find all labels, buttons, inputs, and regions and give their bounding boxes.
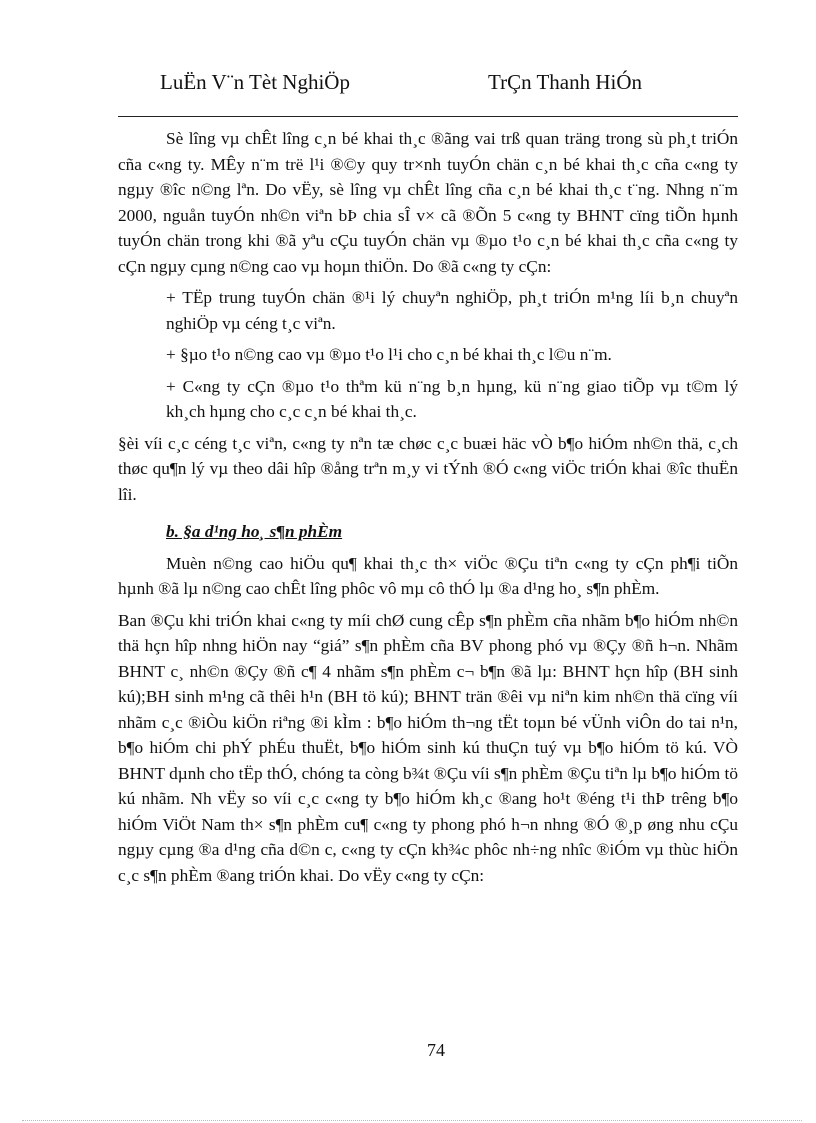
paragraph-product-range: Ban ®Çu khi triÓn khai c«ng ty míi chØ cung cÊp s¶n phÈm cña nhãm b¶o hiÓm nh©n thä hçn hîp nhng hiÖn nay “giá” s¶n phÈm cña BV phong phó vµ ®Çy ®ñ h¬n. Nhãm BHNT c¸ nh©n ®Çy ®ñ c¶ 4 nhãm s¶n phÈm c¬ b¶n ®ã lµ: BHNT hçn hîp (BH sinh kú);BH sinh m¹ng cã thêi h¹n (BH tö kú); BHNT trän ®êi vµ niªn kim nh©n thä cïng víi nhãm c¸c ®iÒu kiÖn riªng ®i kÌm : b¶o hiÓm th¬ng tËt toµn bé vÜnh viÔn do tai n¹n, b¶o hiÓm chi phÝ phÉu thuËt, b¶o hiÓm sinh kú thuÇn tuý vµ b¶o hiÓm tö kú. VÒ BHNT dµnh cho tËp thÓ, chóng ta còng b¾t ®Çu víi s¶n phÈm ®Çu tiªn lµ b¶o hiÓm tö kú nhãm. Nh vËy so víi c¸c c«ng ty b¶o hiÓm kh¸c ®ang ho¹t ®éng t¹i thÞ trêng b¶o hiÓm ViÖt Nam th× s¶n phÈm cu¶ c«ng ty phong phó h¬n nhng ®Ó ®¸p øng nhu cÇu ngµy cµng ®a d¹ng cña d©n c, c«ng ty cÇn kh¾c phôc nh÷ng nhîc ®iÓm vµ thùc hiÖn c¸c s¶n phÈm ®ang triÓn khai. Do vËy c«ng ty cÇn: — [118, 610, 738, 885]
page-number: 74 — [427, 1040, 445, 1060]
bullet-recruit-agents: + TËp trung tuyÓn chän ®¹i lý chuyªn nghiÖp, ph¸t triÓn m¹ng líi b¸n chuyªn nghiÖp vµ céng t¸c viªn. — [166, 288, 738, 333]
page-bottom-edge — [22, 1120, 802, 1121]
section-heading: b. §a d¹ng ho¸ s¶n phÈm — [166, 522, 343, 541]
header-thesis-title: LuËn V¨n Tèt NghiÖp — [160, 70, 350, 94]
header-divider — [118, 116, 738, 117]
paragraph-efficiency: Muèn n©ng cao hiÖu qu¶ khai th¸c th× viÖc ®Çu tiªn c«ng ty cÇn ph¶i tiÕn hµnh ®ã lµ n©ng cao chÊt lîng phôc vô mµ cô thÓ lµ ®a d¹ng ho¸ s¶n phÈm. — [118, 553, 738, 598]
paragraph-collaborators: §èi víi c¸c céng t¸c viªn, c«ng ty nªn tæ chøc c¸c buæi häc vÒ b¶o hiÓm nh©n thä, c¸ch thøc qu¶n lý vµ theo dâi hîp ®ång trªn m¸y vi tÝnh ®Ó c«ng viÖc triÓn khai ®îc thuËn lîi. — [118, 433, 738, 504]
page-body — [118, 126, 738, 888]
header-author-name: TrÇn Thanh HiÓn — [488, 70, 643, 94]
bullet-retrain-staff: + §µo t¹o n©ng cao vµ ®µo t¹o l¹i cho c¸n bé khai th¸c l©u n¨m. — [166, 345, 612, 364]
paragraph-staff-quality: Sè lîng vµ chÊt lîng c¸n bé khai th¸c ®ãng vai trß quan träng trong sù ph¸t triÓn cña c«ng ty. MÊy n¨m trë l¹i ®©y quy tr×nh tuyÓn chän c¸n bé khai th¸c cña c«ng ty ngµy ®îc n©ng lªn. Do vËy, sè lîng vµ chÊt lîng cña c¸n bé khai th¸c t¨ng. Nhng n¨m 2000, nguån tuyÓn nh©n viªn bÞ chia sÎ v× cã ®Õn 5 c«ng ty BHNT cïng tiÕn hµnh tuyÓn chän trong khi ®ã yªu cÇu tuyÓn chän vµ ®µo t¹o c¸n bé khai th¸c cña c«ng ty cÇn ngµy cµng n©ng cao vµ hoµn thiÖn. Do ®ã c«ng ty cÇn: — [118, 129, 738, 276]
bullet-sales-skills: + C«ng ty cÇn ®µo t¹o thªm kü n¨ng b¸n hµng, kü n¨ng giao tiÕp vµ t©m lý kh¸ch hµng cho c¸c c¸n bé khai th¸c. — [166, 376, 738, 421]
